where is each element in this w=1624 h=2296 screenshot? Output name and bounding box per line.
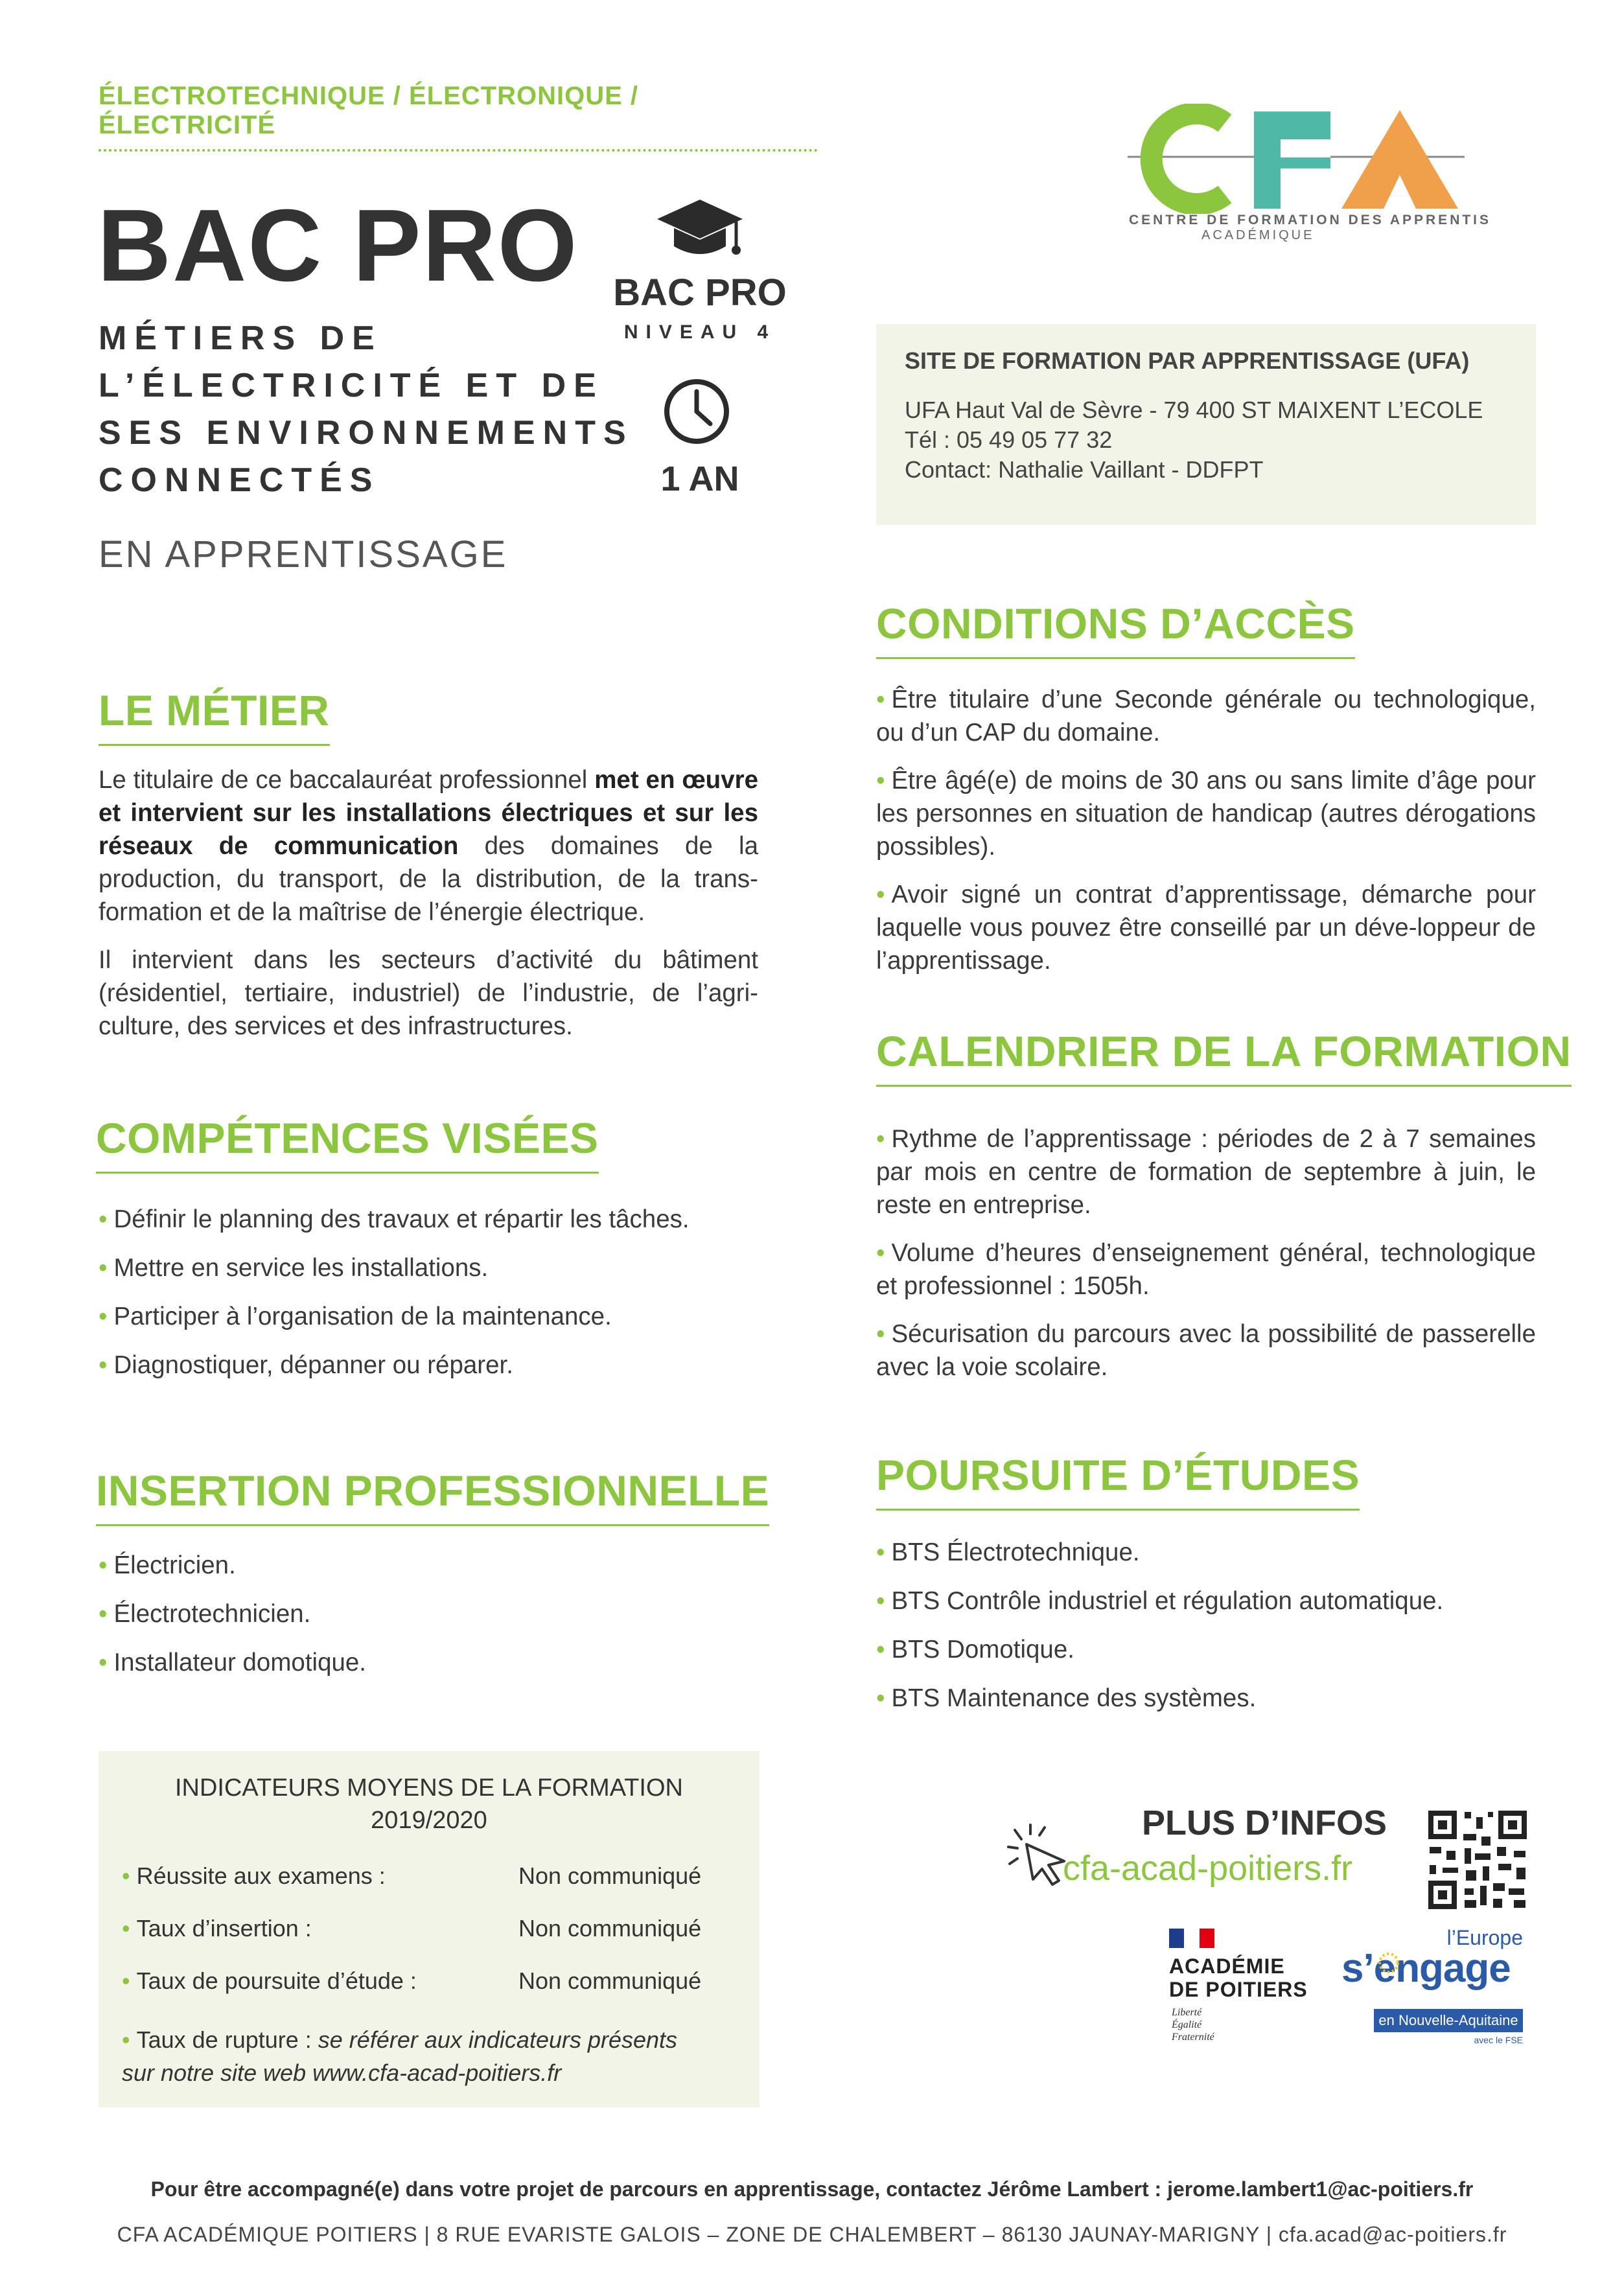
insertion-list bbox=[99, 1549, 758, 1695]
europe-line2: s’engage bbox=[1341, 1946, 1511, 1991]
section-title: INSERTION PROFESSIONNELLE bbox=[96, 1466, 769, 1526]
infos-title: PLUS D’INFOS bbox=[1141, 1803, 1387, 1842]
europe-line4: avec le FSE bbox=[1474, 2035, 1523, 2045]
motto-line: Fraternité bbox=[1172, 2032, 1214, 2043]
bullet-icon: • bbox=[876, 1125, 885, 1153]
indicator-row bbox=[122, 1915, 744, 1942]
list-item-text: Être âgé(e) de moins de 30 ans ou sans limite d’âge pour les personnes en situation de handicap (autres dérogations possibles). bbox=[876, 767, 1536, 861]
list-item-text: Sécurisation du parcours avec la possibilité de passerelle avec la voie scolaire. bbox=[876, 1320, 1536, 1381]
metier-text-a: Le titulaire de ce baccalauréat professionnel bbox=[99, 766, 595, 794]
ufa-details bbox=[905, 395, 1483, 485]
motto-line: Égalité bbox=[1172, 2019, 1202, 2030]
bullet-icon: • bbox=[876, 767, 885, 794]
academie-line1: ACADÉMIE bbox=[1169, 1954, 1285, 1978]
academie-line2: DE POITIERS bbox=[1169, 1978, 1308, 2001]
list-item bbox=[876, 1536, 1536, 1569]
bullet-icon: • bbox=[876, 1320, 885, 1348]
metier-text-c: des domaines de la production, du transport, de la distribution, de la trans-formation et de la maîtrise de l’énergie électrique. bbox=[99, 832, 758, 926]
conditions-list bbox=[876, 683, 1536, 992]
indicator-value: Non communiqué bbox=[518, 1915, 702, 1942]
ufa-title: SITE DE FORMATION PAR APPRENTISSAGE (UFA) bbox=[905, 347, 1470, 374]
bullet-icon: • bbox=[122, 1967, 130, 1994]
bullet-icon: • bbox=[122, 1862, 130, 1889]
section-title: LE MÉTIER bbox=[99, 686, 330, 746]
bullet-icon: • bbox=[99, 1205, 108, 1233]
list-item-text: Diagnostiquer, dépanner ou réparer. bbox=[113, 1351, 513, 1379]
logo-line1: CENTRE DE FORMATION DES APPRENTIS bbox=[1129, 213, 1492, 227]
bullet-icon: • bbox=[99, 1649, 108, 1676]
section-title: COMPÉTENCES VISÉES bbox=[96, 1113, 599, 1174]
poursuite-list bbox=[876, 1536, 1536, 1730]
list-item bbox=[876, 764, 1536, 863]
section-title: CALENDRIER DE LA FORMATION bbox=[876, 1026, 1572, 1087]
metier-text-p2: Il intervient dans les secteurs d’activité du bâtiment (résidentiel, tertiaire, industriel) de l’industrie, de l’agri-culture, des services et des infrastructures. bbox=[99, 946, 758, 1040]
level-label: BAC PRO bbox=[613, 272, 787, 314]
bullet-icon: • bbox=[876, 1587, 885, 1615]
list-item bbox=[99, 1349, 758, 1382]
list-item bbox=[99, 1300, 758, 1333]
rupture-text: se référer aux indicateurs présents bbox=[318, 2026, 678, 2053]
metier-section bbox=[99, 686, 330, 746]
europe-line1: l’Europe bbox=[1446, 1926, 1523, 1949]
indicateurs-title-line2: 2019/2020 bbox=[371, 1807, 487, 1834]
poursuite-section bbox=[876, 1450, 1360, 1511]
metier-text bbox=[99, 763, 758, 1058]
list-item bbox=[876, 683, 1536, 749]
rupture-label: Taux de rupture : bbox=[136, 2026, 318, 2053]
indicator-value: Non communiqué bbox=[518, 1967, 702, 1994]
bullet-icon: • bbox=[122, 2026, 130, 2053]
logo-line2: ACADÉMIQUE bbox=[1201, 228, 1315, 242]
ufa-phone: Tél : 05 49 05 77 32 bbox=[905, 426, 1113, 453]
footer-contact: Pour être accompagné(e) dans votre projet de parcours en apprentissage, contactez Jérôme Lambert : jerome.lambert1@ac-poitiers.fr bbox=[150, 2177, 1474, 2201]
indicator-value: Non communiqué bbox=[518, 1862, 702, 1889]
qr-code-icon bbox=[1426, 1808, 1529, 1912]
list-item bbox=[876, 878, 1536, 977]
section-title: POURSUITE D’ÉTUDES bbox=[876, 1450, 1360, 1511]
list-item-text: Être titulaire d’une Seconde générale ou technologique, ou d’un CAP du domaine. bbox=[876, 686, 1536, 747]
list-item bbox=[99, 1251, 758, 1284]
bullet-icon: • bbox=[876, 1538, 885, 1566]
metier-text-bold: met en œuvre et intervient sur les installations électriques et sur les réseaux de communication bbox=[99, 766, 759, 860]
list-item bbox=[876, 1236, 1536, 1303]
indicator-row bbox=[122, 1967, 744, 1995]
competences-list bbox=[99, 1203, 758, 1397]
list-item bbox=[99, 1203, 758, 1236]
page-title: BAC PRO bbox=[97, 189, 579, 303]
list-item-text: Électricien. bbox=[113, 1551, 236, 1579]
conditions-section bbox=[876, 599, 1355, 659]
subtitle-line: SES ENVIRONNEMENTS bbox=[99, 414, 634, 452]
republic-motto bbox=[1172, 2006, 1214, 2043]
list-item-text: BTS Maintenance des systèmes. bbox=[891, 1684, 1257, 1712]
ufa-address: UFA Haut Val de Sèvre - 79 400 ST MAIXENT L’ECOLE bbox=[905, 397, 1483, 423]
bullet-icon: • bbox=[99, 1254, 108, 1282]
bullet-icon: • bbox=[876, 1239, 885, 1267]
bullet-icon: • bbox=[99, 1600, 108, 1628]
rupture-note bbox=[122, 2023, 744, 2089]
level-sublabel: NIVEAU 4 bbox=[623, 321, 776, 343]
list-item-text: Rythme de l’apprentissage : périodes de 2 à 7 semaines par mois en centre de formation de septembre à juin, le reste en entreprise. bbox=[876, 1125, 1536, 1219]
eu-stars-icon bbox=[1378, 1952, 1400, 1974]
bullet-icon: • bbox=[99, 1303, 108, 1330]
subtitle-line: L’ÉLECTRICITÉ ET DE bbox=[99, 367, 604, 404]
bullet-icon: • bbox=[876, 881, 885, 909]
section-title: CONDITIONS D’ACCÈS bbox=[876, 599, 1355, 659]
indicateurs-title bbox=[99, 1772, 760, 1837]
list-item bbox=[99, 1597, 758, 1630]
academie-name bbox=[1169, 1954, 1308, 2001]
list-item-text: Électrotechnicien. bbox=[113, 1600, 311, 1628]
insertion-section bbox=[96, 1466, 769, 1526]
category-heading: ÉLECTROTECHNIQUE / ÉLECTRONIQUE / ÉLECTRICITÉ bbox=[99, 82, 818, 152]
clock-icon bbox=[661, 376, 732, 447]
bullet-icon: • bbox=[876, 1636, 885, 1664]
list-item bbox=[99, 1646, 758, 1679]
indicator-label: Réussite aux examens : bbox=[136, 1862, 386, 1889]
europe-logo bbox=[1341, 1926, 1529, 2056]
ufa-contact: Contact: Nathalie Vaillant - DDFPT bbox=[905, 456, 1264, 483]
bullet-icon: • bbox=[876, 1684, 885, 1712]
subtitle-line: CONNECTÉS bbox=[99, 461, 380, 499]
bullet-icon: • bbox=[99, 1351, 108, 1379]
list-item bbox=[876, 1633, 1536, 1666]
europe-line3: en Nouvelle-Aquitaine bbox=[1374, 2009, 1523, 2032]
ufa-box bbox=[876, 324, 1536, 525]
subtitle-line: MÉTIERS DE bbox=[99, 319, 382, 357]
list-item-text: BTS Domotique. bbox=[891, 1636, 1074, 1664]
list-item-text: Installateur domotique. bbox=[113, 1649, 366, 1676]
calendrier-list bbox=[876, 1122, 1536, 1398]
list-item-text: Avoir signé un contrat d’apprentissage, démarche pour laquelle vous pouvez être conseillé par un déve-loppeur de l’apprentissage. bbox=[876, 881, 1536, 975]
list-item-text: BTS Électrotechnique. bbox=[891, 1538, 1140, 1566]
training-mode: EN APPRENTISSAGE bbox=[99, 533, 508, 575]
list-item-text: BTS Contrôle industriel et régulation automatique. bbox=[891, 1587, 1444, 1615]
rupture-text: sur notre site web www.cfa-acad-poitiers.fr bbox=[122, 2059, 562, 2086]
list-item bbox=[876, 1122, 1536, 1222]
indicateurs-box bbox=[99, 1751, 760, 2107]
cfa-logo bbox=[1128, 104, 1465, 214]
footer-address: CFA ACADÉMIQUE POITIERS | 8 RUE EVARISTE GALOIS – ZONE DE CHALEMBERT – 86130 JAUNAY-MARIGNY | cfa.acad@ac-poitiers.fr bbox=[117, 2223, 1507, 2246]
duration: 1 AN bbox=[660, 459, 739, 498]
diploma-subtitle bbox=[99, 315, 634, 504]
bullet-icon: • bbox=[876, 686, 885, 713]
indicator-label: Taux de poursuite d’étude : bbox=[136, 1967, 417, 1994]
competences-section bbox=[96, 1113, 599, 1174]
list-item bbox=[99, 1549, 758, 1582]
motto-line: Liberté bbox=[1172, 2007, 1202, 2018]
calendrier-section bbox=[876, 1026, 1572, 1087]
bullet-icon: • bbox=[122, 1915, 130, 1942]
infos-link[interactable]: cfa-acad-poitiers.fr bbox=[1063, 1849, 1353, 1888]
indicator-row bbox=[122, 1862, 744, 1890]
list-item-text: Participer à l’organisation de la maintenance. bbox=[113, 1303, 612, 1330]
list-item-text: Définir le planning des travaux et répartir les tâches. bbox=[113, 1205, 690, 1233]
list-item bbox=[876, 1584, 1536, 1618]
indicateurs-title-line1: INDICATEURS MOYENS DE LA FORMATION bbox=[174, 1774, 683, 1802]
list-item bbox=[876, 1682, 1536, 1715]
list-item-text: Mettre en service les installations. bbox=[113, 1254, 489, 1282]
indicator-label: Taux d’insertion : bbox=[136, 1915, 312, 1942]
bullet-icon: • bbox=[99, 1551, 108, 1579]
republic-flag-icon bbox=[1169, 1929, 1214, 1948]
list-item bbox=[876, 1317, 1536, 1384]
list-item-text: Volume d’heures d’enseignement général, technologique et professionnel : 1505h. bbox=[876, 1239, 1536, 1300]
graduation-cap-icon bbox=[655, 194, 745, 266]
